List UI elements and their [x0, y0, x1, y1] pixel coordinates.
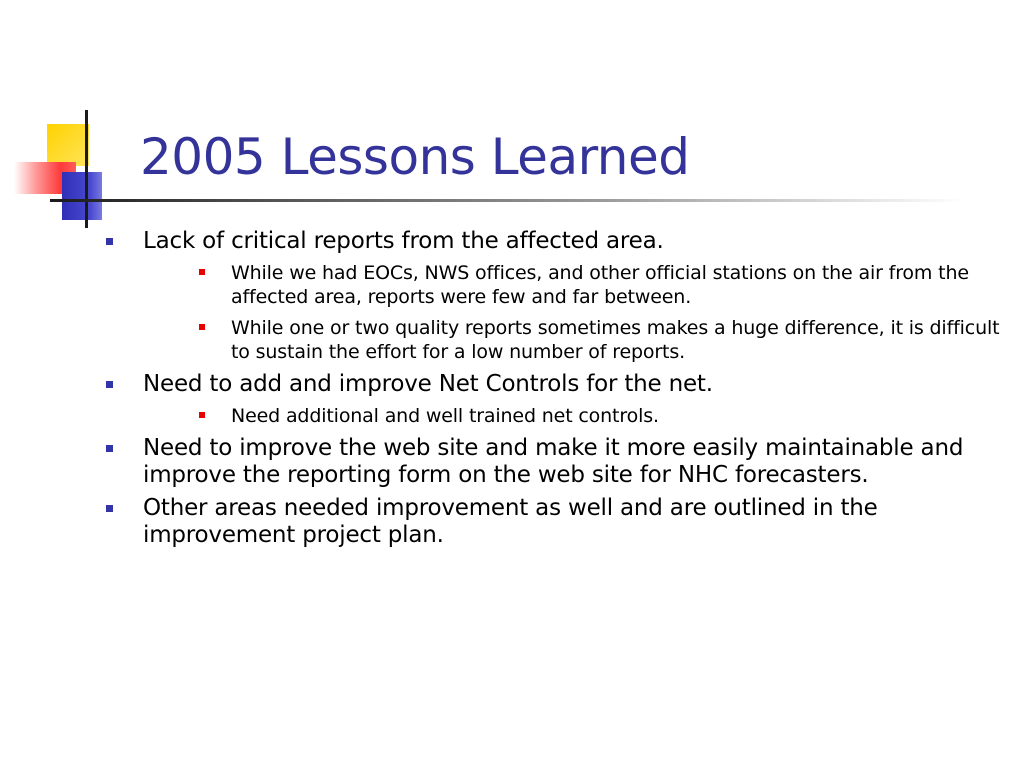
square-bullet-icon: [199, 269, 205, 275]
square-bullet-icon: [199, 412, 205, 418]
bullet-list: [100, 228, 1000, 555]
sub-bullet-item: [143, 404, 1000, 428]
title-underline-rule: [50, 199, 965, 202]
slide-title: 2005 Lessons Learned: [140, 128, 690, 186]
sub-bullet-item: [143, 261, 1000, 309]
square-bullet-icon: [106, 238, 113, 245]
sub-bullet-text: Need additional and well trained net controls.: [231, 405, 659, 427]
sub-bullet-text: While one or two quality reports sometimes makes a huge difference, it is difficult to sustain the effort for a low number of reports.: [231, 317, 1000, 363]
square-bullet-icon: [106, 445, 113, 452]
bullet-item: [100, 435, 1000, 489]
bullet-text: Need to add and improve Net Controls for the net.: [143, 371, 713, 397]
bullet-text: Lack of critical reports from the affected area.: [143, 228, 664, 254]
bullet-item: [100, 495, 1000, 549]
bullet-item: [100, 228, 1000, 364]
logo-vertical-rule: [85, 110, 88, 228]
logo-blue-square: [62, 172, 102, 220]
bullet-item: [100, 371, 1000, 428]
sub-bullet-text: While we had EOCs, NWS offices, and other official stations on the air from the affected area, reports were few and far between.: [231, 262, 969, 308]
bullet-text: Need to improve the web site and make it more easily maintainable and improve the reporting form on the web site for NHC forecasters.: [143, 435, 964, 488]
sub-bullet-list: [143, 404, 1000, 428]
logo-yellow-square: [47, 124, 89, 166]
sub-bullet-item: [143, 316, 1000, 364]
sub-bullet-list: [143, 261, 1000, 364]
bullet-text: Other areas needed improvement as well and are outlined in the improvement project plan.: [143, 495, 878, 548]
square-bullet-icon: [106, 505, 113, 512]
square-bullet-icon: [199, 324, 205, 330]
square-bullet-icon: [106, 381, 113, 388]
